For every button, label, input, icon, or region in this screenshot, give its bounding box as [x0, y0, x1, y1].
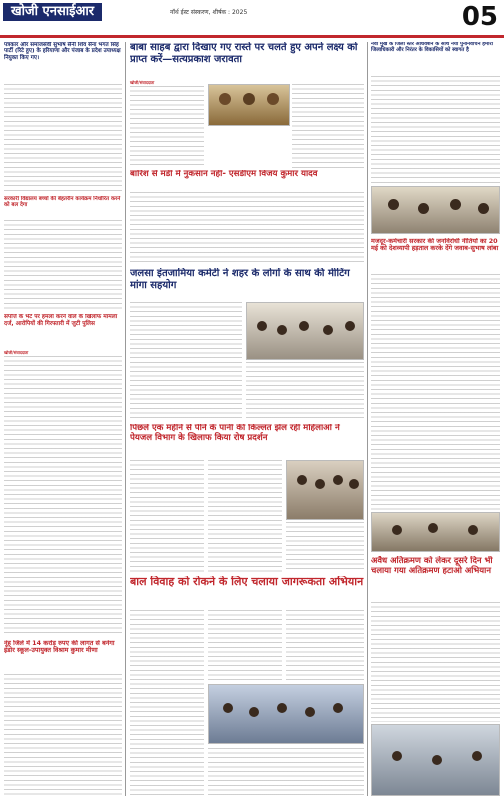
headline-strike: मजदूर-कर्मचारी सरकार की जनविरोधी नीतियों का 20 मई को देशव्यापी हड़ताल करके देंगे जवाब-सुभाष लांबा	[371, 238, 499, 253]
edition-date: नॉर्थ ईस्ट संस्करण, शीर्षक : 2025	[170, 9, 248, 16]
headline-water: पिछले एक महीने से पीने के पानी की किल्लत झेल रही महिलाओं ने पेयजल विभाग के खिलाफ किया रोष प्रदर्शन	[130, 424, 340, 443]
meeting-photo	[246, 302, 364, 360]
body-strike	[371, 274, 500, 510]
adhiveshan-photo	[371, 186, 500, 234]
page-number: 05	[461, 2, 498, 32]
byline-ambedkar: खोजी/संवाददाता	[130, 80, 155, 85]
body-water	[130, 460, 204, 572]
body-encroachment	[371, 602, 500, 722]
ambedkar-photo	[208, 84, 290, 126]
headline-encroachment: अवैध अतिक्रमण को लेकर दूसरे दिन भी चलाया गया अतिक्रमण हटाओ अभियान	[371, 556, 493, 575]
body-water-3	[286, 522, 364, 572]
strike-photo	[371, 512, 500, 552]
headline-adhiveshan: नवा मुख के जिला स्तर अधिवेशन के साथ नया पुनर्निर्वाचन हमारा जिलाधिकारी और निरंतर के विकासियों को स्वागत है	[371, 42, 493, 53]
headline-sainee: पत्रकार और समाजसेवी सुभाष सैनी शिव सैना भगत सिंह पार्टी (रिटे हुए) के हरियाणा और पंजाब के प्रदेश उपाध्यक्ष नियुक्त किए गए।	[4, 42, 121, 61]
body-child-marriage	[130, 610, 204, 796]
body-jalsa-2	[246, 362, 364, 420]
body-jalsa	[130, 302, 242, 420]
headline-jalsa: जलसा इंतजामिया कमेटी ने शहर के लोगों के साथ की मीटिंग मांगा सहयोग	[130, 268, 350, 291]
headline-school: सरकारी विद्यालय बच्चों की बेहतरीन कार्यक्रम निर्धारित करने को बल देगा	[4, 196, 121, 209]
body-sainee	[4, 84, 122, 192]
body-water-2	[208, 460, 282, 572]
headline-rain: बारिश से मंडी में नुकसान नहीं- एसडीएम विजय कुमार यादव	[130, 170, 318, 179]
masthead	[0, 0, 504, 38]
body-ambedkar-2	[292, 84, 364, 168]
body-property	[4, 356, 122, 636]
body-ambedkar	[130, 86, 204, 166]
awareness-photo	[208, 684, 364, 744]
column-divider	[125, 42, 126, 796]
brand-logo: खोजी एनसाईआर	[3, 3, 102, 21]
protest-photo	[286, 460, 364, 520]
headline-child-marriage: बाल विवाह को रोकने के लिए चलाया जागरूकता अभियान	[130, 576, 364, 588]
body-child-marriage-3	[286, 610, 364, 680]
byline-property: खोजी/संवाददाता	[4, 350, 29, 355]
headline-property: संपत्ति के भेटे पर हमला करने वाले के खिलाफ मामला दर्ज, आरोपियों की गिरफ्तारी में जुटी पुलिस	[4, 314, 118, 327]
body-child-marriage-4	[208, 748, 364, 796]
body-school	[4, 220, 122, 310]
body-adhiveshan	[371, 76, 500, 184]
column-divider-2	[367, 42, 368, 796]
body-child-marriage-2	[208, 610, 282, 680]
encroachment-photo	[371, 724, 500, 796]
headline-ambedkar: बाबा साहब द्वारा दिखाए गए रास्ते पर चलते हुए अपने लक्ष्य को प्राप्त करें—सत्यप्रकाश जरावता	[130, 42, 358, 65]
body-nuh	[4, 674, 122, 796]
headline-nuh: नूंह जिले में 14 करोड़ रुपए की लागत से बनेगा इंडोर स्कूल-उपायुक्त विश्राम कुमार मीणा	[4, 640, 115, 655]
body-rain	[130, 192, 364, 264]
